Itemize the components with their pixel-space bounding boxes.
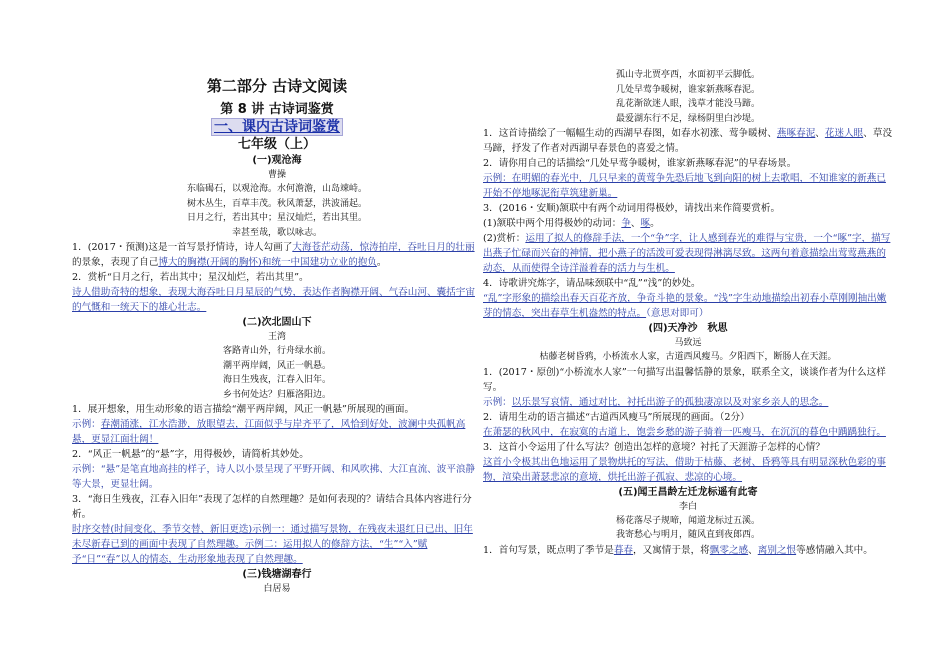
question: 1．展开想象，用生动形象的语言描绘“潮平两岸阔，风正一帆悬”所展现的画面。	[72, 404, 415, 415]
question: 4．诗歌讲究炼字，请品味颈联中“乱”“浅”的妙处。	[483, 278, 701, 289]
poem-line: 日月之行，若出其中；星汉灿烂，若出其里。	[186, 213, 367, 223]
question: 3．“海日生残夜，江春入旧年”表现了怎样的自然理趣？是如何表现的？请结合具体内容进行分析。	[72, 494, 472, 520]
section-title	[72, 119, 482, 136]
poem-text	[72, 182, 482, 240]
poem-title: (四)天净沙 秋思	[648, 323, 728, 334]
poem-text: 枯藤老树昏鸦，小桥流水人家，古道西风瘦马。夕阳西下，断肠人在天涯。	[539, 352, 837, 362]
question: 3．这首小令运用了什么写法？创造出怎样的意境？衬托了天涯游子怎样的心情？	[483, 441, 825, 453]
poem-title: (五)闻王昌龄左迁龙标遥有此寄	[618, 486, 758, 498]
lesson-title: 第 8 讲 古诗词鉴赏	[220, 102, 334, 117]
answer: 示例：以乐景写哀情，通过对比，衬托出游子的孤独凄凉以及对家乡亲人的思念。	[483, 396, 829, 408]
poem-line: 孤山寺北贾亭西，水面初平云脚低。	[615, 70, 760, 80]
poem-line: 我寄愁心与明月，随风直到夜郎西。	[615, 530, 760, 540]
answer: 时序交替(时间变化、季节交替、新旧更迭)示例一：通过描写景物，在残夜未退红日已出、旧年未尽新春已到的画面中表现了自然理趣。示例二：运用拟人的修辞方法，“生”“入”赋予“日”“春”以人的情态，生动形象地表现了自然理趣。	[72, 524, 473, 565]
question: 2．赏析“日月之行，若出其中；星汉灿烂，若出其里”。	[72, 272, 309, 283]
poem-line: 乱花渐欲迷人眼，浅草才能没马蹄。	[615, 99, 760, 109]
answer: “乱”字形象的描绘出春天百花齐放，争奇斗艳的景象。“浅”字生动地描绘出初春小草刚刚抽出嫩芽的情态，突出春草生机盎然的特点。（意思对即可）	[483, 293, 887, 319]
answer-blank: 争	[621, 218, 631, 229]
answer: 示例：在明媚的春光中，几只早来的黄莺争先恐后地飞到向阳的树上去歌唱，不知谁家的新燕已开始不停地啄泥衔草筑建新巢。	[483, 173, 886, 199]
poem-line: 最爱湖东行不足，绿杨阴里白沙堤。	[615, 113, 760, 124]
poem-line: 潮平两岸阔，风正一帆悬。	[222, 360, 331, 371]
question: 1．首句写景，既点明了季节是暮春，又寓情于景，将飘零之感、离别之恨等感情融入其中。	[483, 544, 873, 556]
poem-line: 东临碣石，以观沧海。水何澹澹，山岛竦峙。	[186, 184, 367, 194]
answer-blank: 丽	[464, 242, 475, 253]
poem-line: 海日生残夜，江春入旧年。	[222, 375, 331, 385]
poem-title: (三)钱塘湖春行	[242, 569, 312, 580]
answer: 示例：“悬”是笔直地高挂的样子，诗人以小景呈现了平野开阔、和风吹拂、大江直流、波平浪静等大景，更显壮阔。	[72, 464, 476, 490]
poem-title: (一)观沧海	[252, 155, 302, 166]
question: 1．(2017・原创)“小桥流水人家”一句描写出温馨恬静的景象，联系全文，谈谈作者为什么这样写。	[483, 366, 886, 393]
poem-text	[72, 344, 482, 402]
question: 2．“风正一帆悬”的“悬”字，用得极妙，请简析其妙处。	[72, 449, 309, 460]
answer-blank: 博大的胸襟(开阔的胸怀)和统一中国建功立业的抱负	[158, 257, 377, 268]
answer-blank: 花迷人眼	[824, 128, 864, 139]
answer-blank: 大海苍茫动荡，惊涛拍岸，吞吐日月的壮	[292, 242, 465, 253]
answer: 诗人借助奇特的想象，表现大海吞吐日月星辰的气势，表达作者胸襟开阔、气吞山河、囊括宇宙的气慨和一统天下的雄心壮志。	[72, 287, 475, 313]
answer-blank: 啄	[640, 218, 651, 229]
question: 1．(2017・预测)这是一首写景抒情诗，诗人勾画了大海苍茫动荡，惊涛拍岸，吞吐日月的壮丽的景象，表现了自己博大的胸襟(开阔的胸怀)和统一中国建功立业的抱负。	[72, 242, 475, 268]
sub-question: (2)赏析：运用了拟人的修辞手法，一个“争”字，让人感到春光的难得与宝贵，一个“啄”字，描写出燕子忙碌而兴奋的神情，把小燕子的活泼可爱表现得淋漓尽致。这两句着意描绘出莺莺燕燕的动态，从而使得全诗洋溢着春的活力与生机。	[483, 233, 891, 274]
answer-blank: 离别之恨	[757, 544, 797, 556]
poem-author: 李白	[678, 501, 697, 512]
right-column	[483, 68, 893, 558]
question: 2．请用生动的语言描述“古道西风瘦马”所展现的画面。（2分）	[483, 411, 750, 423]
answer: 示例：春潮涌涨，江水浩渺，放眼望去，江面似乎与岸齐平了，风恰到好处，波澜中央孤帆高悬，更显江面壮阔！	[72, 419, 466, 445]
poem-line: 客路青山外，行舟绿水前。	[222, 346, 331, 356]
question: 3．(2016・安顺)颔联中有两个动词用得极妙，请找出来作简要赏析。	[483, 203, 781, 214]
poem-text	[483, 68, 893, 126]
poem-title: (二)次北固山下	[242, 317, 312, 328]
left-column	[72, 0, 482, 596]
question: 2．请你用自己的话描绘“几处早莺争暖树，谁家新燕啄春泥”的早春场景。	[483, 158, 797, 169]
sub-question: (1)颔联中两个用得极妙的动词：争、啄。	[483, 218, 660, 229]
poem-author: 曹操	[267, 170, 286, 180]
answer-blank: 飘零之感	[709, 544, 749, 556]
poem-line: 杨花落尽子规啼，闻道龙标过五溪。	[615, 515, 760, 526]
poem-line: 几处早莺争暖树，谁家新燕啄春泥。	[615, 84, 760, 95]
poem-line: 幸甚至哉，歌以咏志。	[231, 227, 322, 238]
part-title: 第二部分 古诗文阅读	[206, 77, 348, 95]
answer: 在萧瑟的秋风中，在寂寞的古道上，饱尝乡愁的游子骑着一匹瘦马，在沉沉的暮色中踽踽独行。	[483, 426, 886, 438]
poem-line: 树木丛生，百草丰茂。秋风萧瑟，洪波涌起。	[186, 198, 367, 209]
answer-blank: 暮春	[613, 544, 634, 556]
poem-line: 乡书何处达？归雁洛阳边。	[222, 389, 331, 400]
question: 1．这首诗描绘了一幅幅生动的西湖早春图，如春水初涨、莺争暖树、燕啄春泥、花迷人眼、草没马蹄，抒发了作者对西湖早春景色的喜爱之情。	[483, 128, 893, 154]
poem-text	[483, 514, 893, 543]
poem-author: 白居易	[263, 584, 291, 594]
grade-heading: 七年级（上）	[237, 137, 316, 152]
poem-author: 王湾	[267, 332, 286, 342]
section-title-text: 一、课内古诗词鉴赏	[211, 118, 343, 136]
answer-blank: 燕啄春泥	[776, 128, 816, 139]
poem-author: 马致远	[674, 338, 702, 348]
answer: 这首小令极其出色地运用了景物烘托的写法，借助于枯藤、老树、昏鸦等具有明显深秋色彩的事物，渲染出萧瑟悲凉的意境，烘托出游子孤寂、悲凉的心境。	[483, 456, 886, 483]
